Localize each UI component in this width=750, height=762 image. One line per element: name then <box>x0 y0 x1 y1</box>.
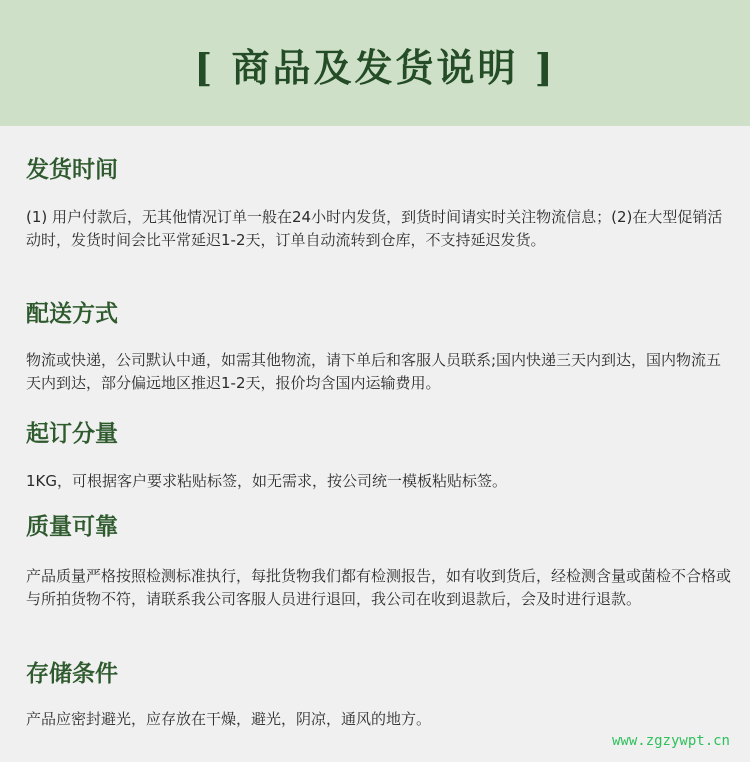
section-body-shipping-time: (1) 用户付款后，无其他情况订单一般在24小时内发货，到货时间请实时关注物流信息；(2)在大型促销活动时，发货时间会比平常延迟1-2天，订单自动流转到仓库，不支持延迟发货。 <box>26 208 723 249</box>
section-heading-delivery-method: 配送方式 <box>26 300 118 327</box>
section-heading-storage: 存储条件 <box>26 660 118 687</box>
section-body-storage: 产品应密封避光，应存放在干燥，避光，阴凉，通风的地方。 <box>26 710 432 728</box>
section-heading-quality: 质量可靠 <box>26 513 118 540</box>
section-heading-shipping-time: 发货时间 <box>26 156 118 183</box>
site-watermark: www.zgzywpt.cn <box>611 733 730 749</box>
page-title: [ 商品及发货说明 ] <box>194 45 556 90</box>
section-body-quality: 产品质量严格按照检测标准执行，每批货物我们都有检测报告，如有收到货后，经检测含量或菌检不合格或与所拍货物不符，请联系我公司客服人员进行退回，我公司在收到退款后，会及时进行退款。 <box>26 567 732 608</box>
section-body-minimum-order: 1KG，可根据客户要求粘贴标签，如无需求，按公司统一模板粘贴标签。 <box>26 472 508 490</box>
section-body-delivery-method: 物流或快递，公司默认中通，如需其他物流，请下单后和客服人员联系;国内快递三天内到达，国内物流五天内到达，部分偏远地区推迟1-2天，报价均含国内运输费用。 <box>26 351 722 392</box>
title-banner <box>0 0 750 126</box>
section-heading-minimum-order: 起订分量 <box>26 420 118 447</box>
